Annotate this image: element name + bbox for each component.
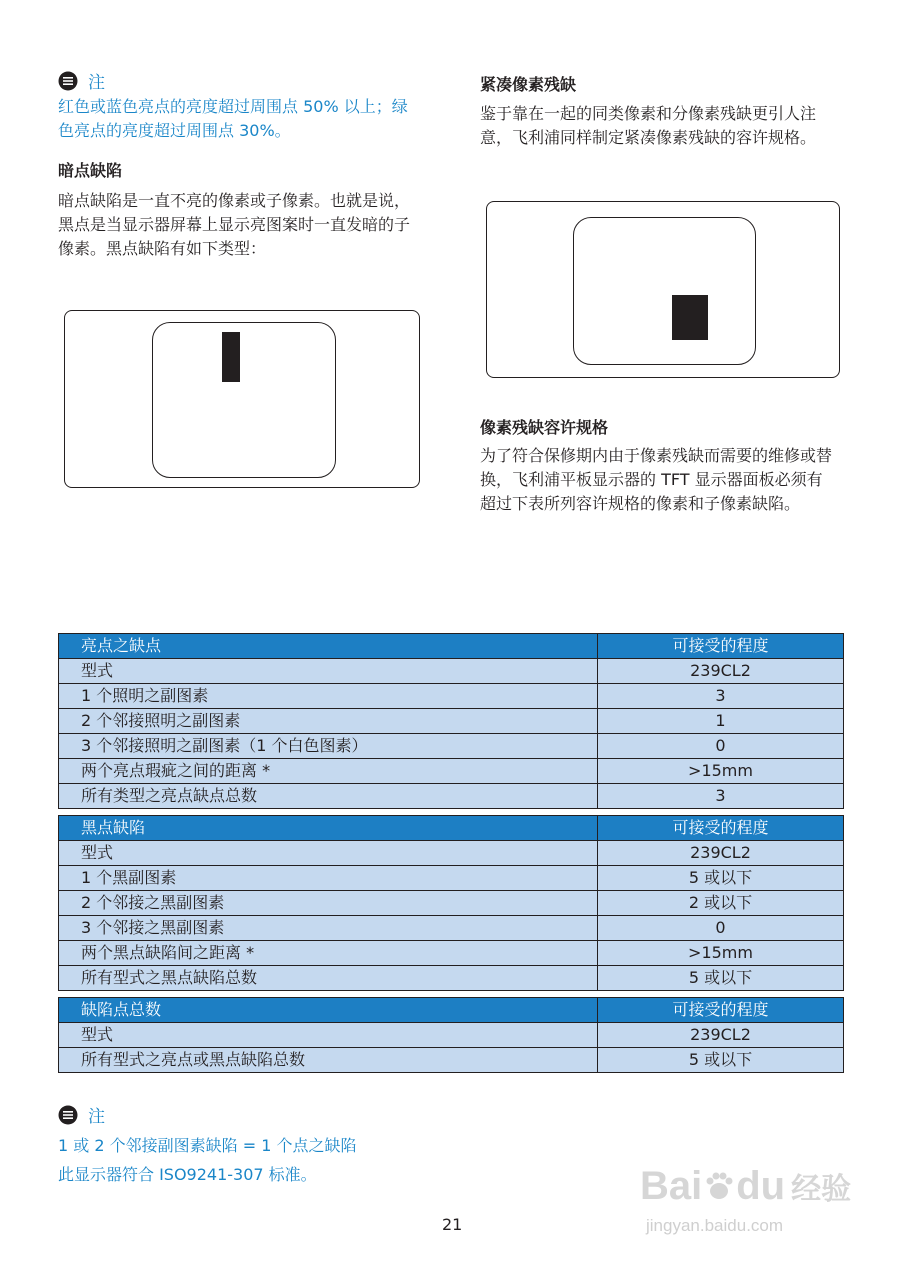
dark-subpixel [222,332,240,382]
watermark-url: jingyan.baidu.com [646,1216,784,1235]
header-cell: 可接受的程度 [598,816,844,841]
note-text: 红色或蓝色亮点的亮度超过周围点 50% 以上；绿色亮点的亮度超过周围点 30%。 [58,97,408,140]
note-icon [58,71,78,91]
table-cell: 0 [598,916,844,941]
table-cell: 所有型式之黑点缺陷总数 [59,966,598,991]
table-spacer [59,809,844,816]
table-cell: 型式 [59,1023,598,1048]
header-cell: 缺陷点总数 [59,998,598,1023]
table-cell: 所有型式之亮点或黑点缺陷总数 [59,1048,598,1073]
paw-icon [702,1169,736,1203]
total-header-row [59,998,844,1023]
table-cell: 所有类型之亮点缺点总数 [59,784,598,809]
table-row [59,966,844,991]
table-spacer [59,991,844,998]
table-cell: 2 或以下 [598,891,844,916]
watermark-du: du [736,1164,786,1208]
proximity-text: 鉴于靠在一起的同类像素和分像素残缺更引人注意，飞利浦同样制定紧凑像素残缺的容许规格。 [480,104,817,147]
table-cell: >15mm [598,941,844,966]
baidu-watermark [640,1150,860,1240]
table-row [59,784,844,809]
header-cell: 黑点缺陷 [59,816,598,841]
table-cell: 2 个邻接照明之副图素 [59,709,598,734]
table-cell: 3 个邻接之黑副图素 [59,916,598,941]
table-row [59,709,844,734]
table-cell: 1 [598,709,844,734]
table-cell: 3 [598,684,844,709]
proximity-figure [486,201,840,378]
table-row [59,891,844,916]
table-cell: >15mm [598,759,844,784]
table-row [59,866,844,891]
table-cell: 3 [598,784,844,809]
proximity-heading: 紧凑像素残缺 [480,75,577,94]
table-row [59,916,844,941]
bottom-note-line-1: 1 或 2 个邻接副图素缺陷 = 1 个点之缺陷 [58,1136,357,1155]
table-cell: 5 或以下 [598,966,844,991]
dark-dot-heading: 暗点缺陷 [58,161,123,180]
note-label: 注 [88,73,105,93]
header-cell: 亮点之缺点 [59,634,598,659]
note-label: 注 [88,1107,105,1127]
dark-dot-text: 暗点缺陷是一直不亮的像素或子像素。也就是说，黑点是当显示器屏幕上显示亮图案时一直发暗的子像素。黑点缺陷有如下类型： [58,191,411,258]
note-heading [58,68,105,93]
table-row [59,734,844,759]
watermark-brand: Bai [640,1164,703,1208]
table-cell: 239CL2 [598,841,844,866]
spacer-cell [59,991,844,998]
table-row [59,759,844,784]
table-row [59,684,844,709]
adjacent-dark-subpixels [672,295,708,340]
table-row [59,1048,844,1073]
tolerance-heading: 像素残缺容许规格 [480,418,609,437]
table-cell: 239CL2 [598,1023,844,1048]
table-cell: 1 个照明之副图素 [59,684,598,709]
table-cell: 型式 [59,659,598,684]
bottom-note-heading [58,1102,105,1127]
tolerance-text: 为了符合保修期内由于像素残缺而需要的维修或替换，飞利浦平板显示器的 TFT 显示器面板必须有超过下表所列容许规格的像素和子像素缺陷。 [480,446,833,513]
header-cell: 可接受的程度 [598,998,844,1023]
table-cell: 两个亮点瑕疵之间的距离 * [59,759,598,784]
table-cell: 239CL2 [598,659,844,684]
black-header-row [59,816,844,841]
defect-tolerance-table [58,633,844,1073]
screen-illustration [573,217,756,365]
page-number: 21 [442,1215,463,1234]
header-cell: 可接受的程度 [598,634,844,659]
table-cell: 1 个黑副图素 [59,866,598,891]
note-icon [58,1105,78,1125]
table-cell: 3 个邻接照明之副图素（1 个白色图素） [59,734,598,759]
table-row [59,1023,844,1048]
table-cell: 0 [598,734,844,759]
bottom-note-line-2: 此显示器符合 ISO9241-307 标准。 [58,1165,317,1184]
watermark-product: 经验 [791,1173,852,1206]
watermark-logo [640,1164,851,1209]
table-cell: 5 或以下 [598,866,844,891]
table-row [59,841,844,866]
table-row [59,659,844,684]
bright-header-row [59,634,844,659]
table-cell: 型式 [59,841,598,866]
spacer-cell [59,809,844,816]
screen-illustration [152,322,336,478]
table-cell: 2 个邻接之黑副图素 [59,891,598,916]
dark-dot-figure [64,310,420,488]
table-cell: 两个黑点缺陷间之距离 * [59,941,598,966]
table-row [59,941,844,966]
table-cell: 5 或以下 [598,1048,844,1073]
